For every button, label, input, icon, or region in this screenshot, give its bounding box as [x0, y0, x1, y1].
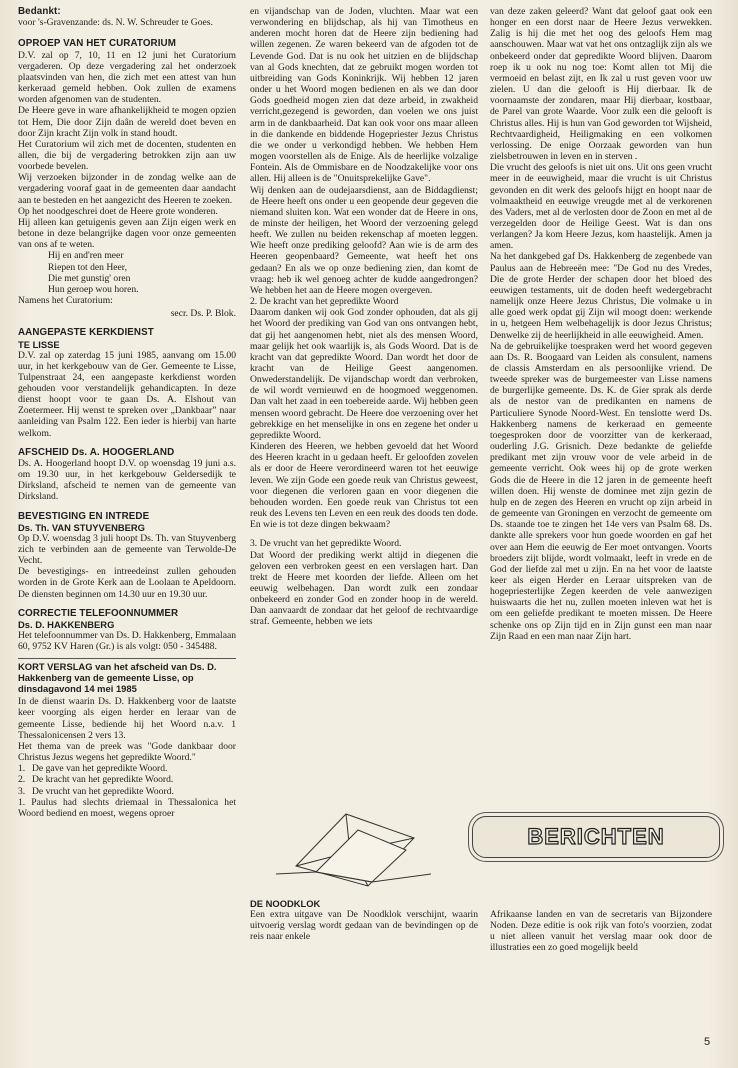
bedankt-heading: Bedankt:: [18, 6, 61, 17]
kort-end: 1. Paulus had slechts driemaal in Thessalonica het Woord bediend en moest, wegens oproer: [18, 796, 236, 819]
oproep-para: Het Curatorium wil zich met de docenten, studenten en allen, die bij de vergadering betrokken zijn aan uw voorbede bevelen.: [18, 138, 236, 173]
body-para: Wij denken aan de oudejaarsdienst, aan de Biddagdienst; de Heere heeft ons onder u een geopende deur gegeven die niemand sluiten kon. Wat een wonder dat de Heere in ons, de minste der heiligen, het Woord der verzoening gelegd heeft. We zullen nu beiden rekenschap af moeten leggen. Wie heeft onze prediking geloofd? Aan wie is de arm des Heeren geopenbaard? Gemeente, wat heeft het ons gedaan? En als we op onze bediening zien, dan komt de vraag: heb ik wel genoeg achter de kudde aangedrongen? We hebben het aan de Heere mogen overgeven.: [250, 184, 478, 296]
body-para: Die vrucht des geloofs is niet uit ons. Uit ons geen vrucht meer in de eeuwigheid, maar die vrucht is uit Christus gevonden en dit werk des geloofs hijgt en hoopt naar de volmaaktheid en eeuwige vreugde met al de verkorenen des Vaders, met al de verlosten door de Zoon en met al de verzegelden door de Heilige Geest. Wat is dan ons verlangen? Ja kom Heere Jezus, kom haastelijk. Amen ja amen.: [490, 162, 712, 252]
aangepast-text: D.V. zal op zaterdag 15 juni 1985, aanvang om 15.00 uur, in het kerkgebouw van de Ger. Gemeente te Lisse, Tulpenstraat 24, een aangepaste kerkdienst worden gehouden voor verstandelijk gehandicapten. In deze dienst hoopt voor te gaan Ds. A. Elshout van Zoetermeer. Hij wenst te spreken over „Dankbaar” naar aanleiding van Psalm 122. Een ieder is hierbij van harte welkom.: [18, 349, 236, 439]
poem-line: Hij en and'ren meer: [48, 250, 124, 262]
body-para: en vijandschap van de Joden, vluchten. Maar wat een verwondering en blijdschap, als hij van Timotheus en anderen mocht horen dat de Heere zijn bediening had willen zegenen. Ze waren bekeerd van de afgoden tot de Levende God. Dat is nu ook het uitzien en de blijdschap van al Gods knechten, dat ze gebruikt mogen worden tot uitbreiding van Gods Koninkrijk. Wij hebben 12 jaren onder u het Woord mogen bedienen en als we dan door Gods goedheid mogen zien dat deze arbeid, in zwakheid verricht,gezegend is geworden, dan voelen we ons juist arm in de dankbaarheid. Dat kan ook voor ons maar alleen in die dankende en biddende Hogepriester Jezus Christus die we onder u verkondigd hebben. We hebben Hem mogen voorstellen als de Enige. Als de heerlijke volzalige Fontein. Als de Ommisbare en de Noodzakelijke voor ons allen. Hij alleen is de "Onuitsprekelijke Gave".: [250, 6, 478, 185]
kort-para: Het thema van de preek was "Gode dankbaar door Christus Jezus wegens het gepredikte Woord.": [18, 740, 236, 764]
aangepast-heading: AANGEPASTE KERKDIENST: [18, 327, 154, 339]
noodklok-text: Een extra uitgave van De Noodklok verschijnt, waarin uitvoerig verslag wordt gedaan van de bevindingen op de reis naar enkele: [250, 909, 478, 943]
column-1: [18, 6, 236, 819]
poem-line: Hun geroep wou horen.: [48, 283, 139, 295]
banner-title: BERICHTEN: [527, 824, 665, 849]
oproep-para: Hij alleen kan getuigenis geven aan Zijn eigen werk en betone in deze belangrijke dagen voor onze gemeenten van ons af te weten.: [18, 216, 236, 251]
psalm-verse: [48, 250, 236, 295]
list-item: 3. De vrucht van het gepredikte Woord.: [18, 785, 174, 797]
noodklok-block: [250, 898, 478, 942]
body-para: van deze zaken geleerd? Want dat geloof gaat ook een honger en een dorst naar de Heere Jezus verwekken. Zalig is hij die met het oog des geloofs Hem mag aanschouwen. Maar wat vat het ons ontzaglijk zijn als we onbekeerd onder dat gepredikte Woord blijven. Daarom roep ik u ook nu nog toe: Komt allen tot Mij die vermoeid en belast zijt, en Ik zal u rust geven voor uw zielen. U dan die gelooft is Hij dierbaar. Ik de voornaamste der zondaren, maar Hij dierbaar, kostbaar, de Parel van grote Waarde. Voor zulk een die gelooft is Christus alles. Hij is hun van God geworden tot Wijsheid, Rechtvaardigheid, Heiligmaking en een volkomen verlossing. De enige Oorzaak geworden van hun zielsbetrouwen in leven en in sterven .: [490, 6, 712, 163]
poem-line: Riepen tot den Heer,: [48, 261, 128, 273]
oproep-para: D.V. zal op 7, 10, 11 en 12 juni het Curatorium vergaderen. Op deze vergadering zal het onderzoek plaatsvinden van hen, die zich met een attest van hun kerkeraad gemeld hebben. Ook zullen de examens worden afgenomen van de studenten.: [18, 49, 236, 106]
aangepast-subheading: TE LISSE: [18, 338, 60, 350]
correctie-text: Het telefoonnummer van Ds. D. Hakkenberg, Emmalaan 60, 9752 KV Haren (Gr.) is als volgt: 050 - 345488.: [18, 629, 237, 653]
bedankt-text: voor 's-Gravenzande: ds. N. W. Schreuder te Goes.: [18, 17, 213, 29]
oproep-para: De Heere geve in ware afhankelijkheid te mogen opzien tot Hem, Die door Zijn daân de wereld doet beven en door Zijn kracht Zijn volk in stand houdt.: [18, 105, 236, 139]
oproep-heading: OPROEP VAN HET CURATORIUM: [18, 38, 176, 50]
section-heading: 3. De vrucht van het gepredikte Woord.: [250, 538, 402, 550]
namens-line: Namens het Curatorium:: [18, 295, 113, 306]
noodklok-text-cont: Afrikaanse landen en van de secretaris van Bijzondere Noden. Deze editie is ook rijk van foto's voorzien, zodat u niet alleen vanuit het verslag maar ook door de illustraties een zo goed mogelijk beeld: [490, 909, 712, 954]
noodklok-continued: [490, 898, 712, 954]
column-2: [250, 6, 478, 628]
correctie-heading: CORRECTIE TELEFOONNUMMER: [18, 607, 179, 619]
page-number: 5: [704, 1036, 711, 1048]
bevestiging-heading: BEVESTIGING EN INTREDE: [18, 510, 150, 522]
envelope-illustration: [276, 808, 431, 888]
noodklok-heading: DE NOODKLOK: [250, 898, 321, 909]
bevestiging-subheading: Ds. Th. VAN STUYVENBERG: [18, 521, 145, 533]
kort-verslag-heading: KORT VERSLAG van het afscheid van Ds. D. Hakkenberg van de gemeente Lisse, op dinsdagavond 14 mei 1985: [18, 661, 217, 695]
body-para: Na de gebruikelijke toespraken werd het woord gegeven aan Ds. R. Boogaard van Leiden als consulent, namens de classis Amsterdam en als persoonlijke vriend. De tweede spreker was de burgemeester van Lisse namens de burgerlijke gemeente. Ds. K. de Gier sprak als derde als de nestor van de predikanten en namens de Particuliere Synode Noord-West. En tenslotte werd Ds. Hakkenberg namens de kerkeraad en gemeente toegesproken door de voorzitter van de kerkeraad, ouderling J.G. Grisnich. Deze bedankte de geliefde predikant met zijn vrouw voor de vele arbeid in de gemeente verricht. Ook wees hij op de grote werken Gods die de Heere in die 12 jaren in de gemeente heeft willen doen. Hij wenste de dominee met zijn gezin de hulp en de zegen des Heeren en vrucht op zijn arbeid in de gemeente van Groningen en verzocht de gemeente om Ds. staande toe te zingen het 14e vers van Psalm 68. Ds. dankte alle sprekers voor hun goede woorden en gaf het over aan Hem die eeuwig de Eer moet ontvangen. Voorts broeders zijt blijde, wordt volmaakt, leeft in vrede en de God der liefde zal met u zijn. En na het voor de laatste keer als eigen Herder en Leraar uitspreken van de hogepriesterlijke Zegen keerden de vele aanwezigen huiswaarts die het nu, zullen moeten inleven wat het is om een geliefde predikant te moeten missen. De Heere schenke ons op Zijn tijd en in Zijn gunst een man naar Zijn Raad en een man naar Zijn hart.: [490, 340, 712, 642]
section-heading: 2. De kracht van het gepredikte Woord: [250, 296, 399, 308]
column-3: [490, 6, 712, 642]
list-item: 1. De gave van het gepredikte Woord.: [18, 763, 168, 775]
kort-para: In de dienst waarin Ds. D. Hakkenberg voor de laatste keer voorging als eigen herder en leraar van de gemeente Lisse, bediende hij het Woord n.a.v. 1 Thessalonicensen 2 vers 13.: [18, 696, 236, 741]
bevestiging-para: De bevestigings- en intreedeinst zullen gehouden worden in de Grote Kerk aan de Loolaan te Apeldoorn. De diensten beginnen om 14.30 uur en 19.30 uur.: [18, 566, 236, 600]
oproep-para: Wij verzoeken bijzonder in de zondag welke aan de vergadering vooraf gaat in de gemeenten daar aandacht aan te besteden en het aangezicht des Heeren te zoeken.: [18, 172, 236, 206]
body-para: Kinderen des Heeren, we hebben gevoeld dat het Woord des Heeren kracht in u gedaan heeft. Er geloofden zovelen als er door de Heere verordineerd waren tot het eeuwige leven. We zijn Gode een goede reuk van Christus geweest, voor diegenen die verloren gaan en voor diegenen die behouden worden. Een goede reuk van Christus tot een reuk des Levens ten Leven en een reuk des doods ten dode. En wie is tot deze dingen bekwaam?: [250, 441, 478, 531]
divider: [18, 658, 236, 659]
afscheid-text: Ds. A. Hoogerland hoopt D.V. op woensdag 19 juni a.s. om 19.30 uur, in het kerkgebouw Geldersedijk te Dirksland, afscheid te nemen van de gemeente van Dirksland.: [18, 457, 236, 503]
bevestiging-para: Op D.V. woensdag 3 juli hoopt Ds. Th. van Stuyvenberg zich te verbinden aan de gemeente van Terwolde-De Vecht.: [18, 532, 236, 567]
signature: secr. Ds. P. Blok.: [170, 308, 236, 320]
list-item: 2. De kracht van het gepredikte Woord.: [18, 774, 174, 786]
body-para: Daarom danken wij ook God zonder ophouden, dat als gij het Woord der prediking van God van ons ontvangen hebt, dat gij het aangenomen hebt, niet als des mensen Woord, maar gelijk het ook waarlijk is, als Gods Woord. Dat is de kracht van dat gepredikte Woord. Dan wordt het door de kracht van de Heilige Geest aangenomen. Onwederstandelijk. De vijandschap wordt dan verbroken, de wil wordt vernieuwd en de hoogmoed weggenomen. Dan valt het zaad in een toebereide aarde. Wij hebben geen mensen woord gebracht. De Heere doe verzoening over het gebrekkige en het menselijke in ons en zegene het onder u gepredikte Woord.: [250, 307, 478, 441]
section-banner: [472, 816, 720, 858]
oproep-para: Op het noodgeschrei doet de Heere grote wonderen.: [18, 205, 218, 217]
poem-line: Die met gunstig' oren: [48, 272, 131, 284]
afscheid-heading: AFSCHEID Ds. A. HOOGERLAND: [18, 446, 175, 458]
correctie-subheading: Ds. D. HAKKENBERG: [18, 618, 115, 630]
body-para: Dat Woord der prediking werkt altijd in diegenen die geloven een verbroken geest en een verslagen hart. Dan trekt de Heere met koorden der liefde. Alleen om het eeuwig welbehagen. Dan wordt zulk een zondaar onbekeerd en zonder God en zonder hoop in de wereld. Dan aanvaardt de zondaar dat het geloof de rechtvaardige straf. Gemeente, hebben we iets: [250, 549, 478, 628]
body-para: Na het dankgebed gaf Ds. Hakkenberg de zegenbede van Paulus aan de Hebreeën mee: "De God nu des Vredes, Die de grote Herder der schapen door het bloed des eeuwigen testaments, uit de doden heeft wedergebracht namelijk onze Heere Jezus Christus, Die volmake u in alle goed werk opdat gij Zijn wil moogt doen: werkende in u, hetgeen Hem welbehagelijk is door Jezus Christus; Denwelke zij de heerlijkheid in alle eeuwigheid. Amen.: [490, 251, 712, 341]
